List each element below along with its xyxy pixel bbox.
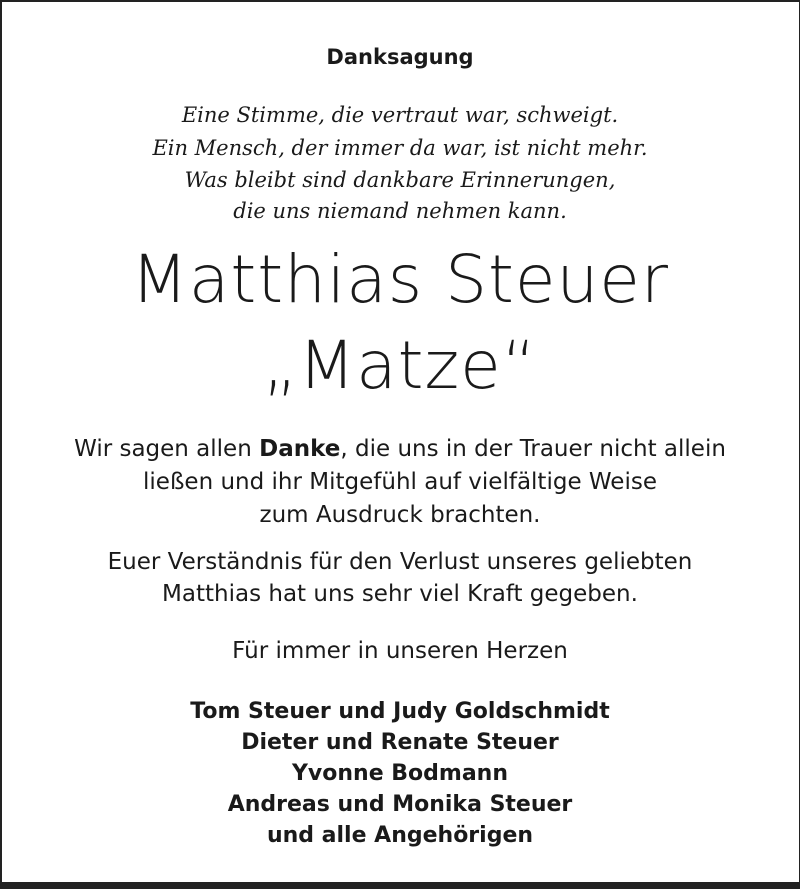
signature-line: und alle Angehörigen: [266, 823, 534, 848]
thanks-bold-word: Danke: [259, 436, 341, 462]
poem-line: Eine Stimme, die vertraut war, schweigt.: [181, 103, 619, 127]
closing-line: Für immer in unseren Herzen: [232, 638, 568, 664]
signature-line: Andreas und Monika Steuer: [227, 792, 573, 817]
thanks-text: Wir sagen allen: [74, 436, 260, 462]
signature-line: Dieter und Renate Steuer: [241, 730, 559, 755]
poem-line: die uns niemand nehmen kann.: [233, 199, 567, 223]
understanding-line: Matthias hat uns sehr viel Kraft gegeben.: [162, 581, 638, 607]
signature-line: Tom Steuer und Judy Goldschmidt: [190, 699, 610, 724]
thanks-line: [0, 436, 800, 462]
poem-line: Ein Mensch, der immer da war, ist nicht mehr.: [152, 136, 648, 160]
thanks-text: , die uns in der Trauer nicht allein: [340, 436, 726, 462]
notice-heading: Danksagung: [326, 45, 474, 69]
deceased-name: Matthias Steuer: [130, 241, 670, 318]
poem-line: Was bleibt sind dankbare Erinnerungen,: [184, 168, 616, 192]
thanks-line: zum Ausdruck brachten.: [259, 502, 541, 528]
thanks-line: ließen und ihr Mitgefühl auf vielfältige Weise: [143, 469, 657, 495]
understanding-line: Euer Verständnis für den Verlust unseres geliebten: [107, 549, 693, 575]
deceased-nickname: „Matze“: [263, 327, 537, 404]
signature-line: Yvonne Bodmann: [291, 761, 508, 786]
